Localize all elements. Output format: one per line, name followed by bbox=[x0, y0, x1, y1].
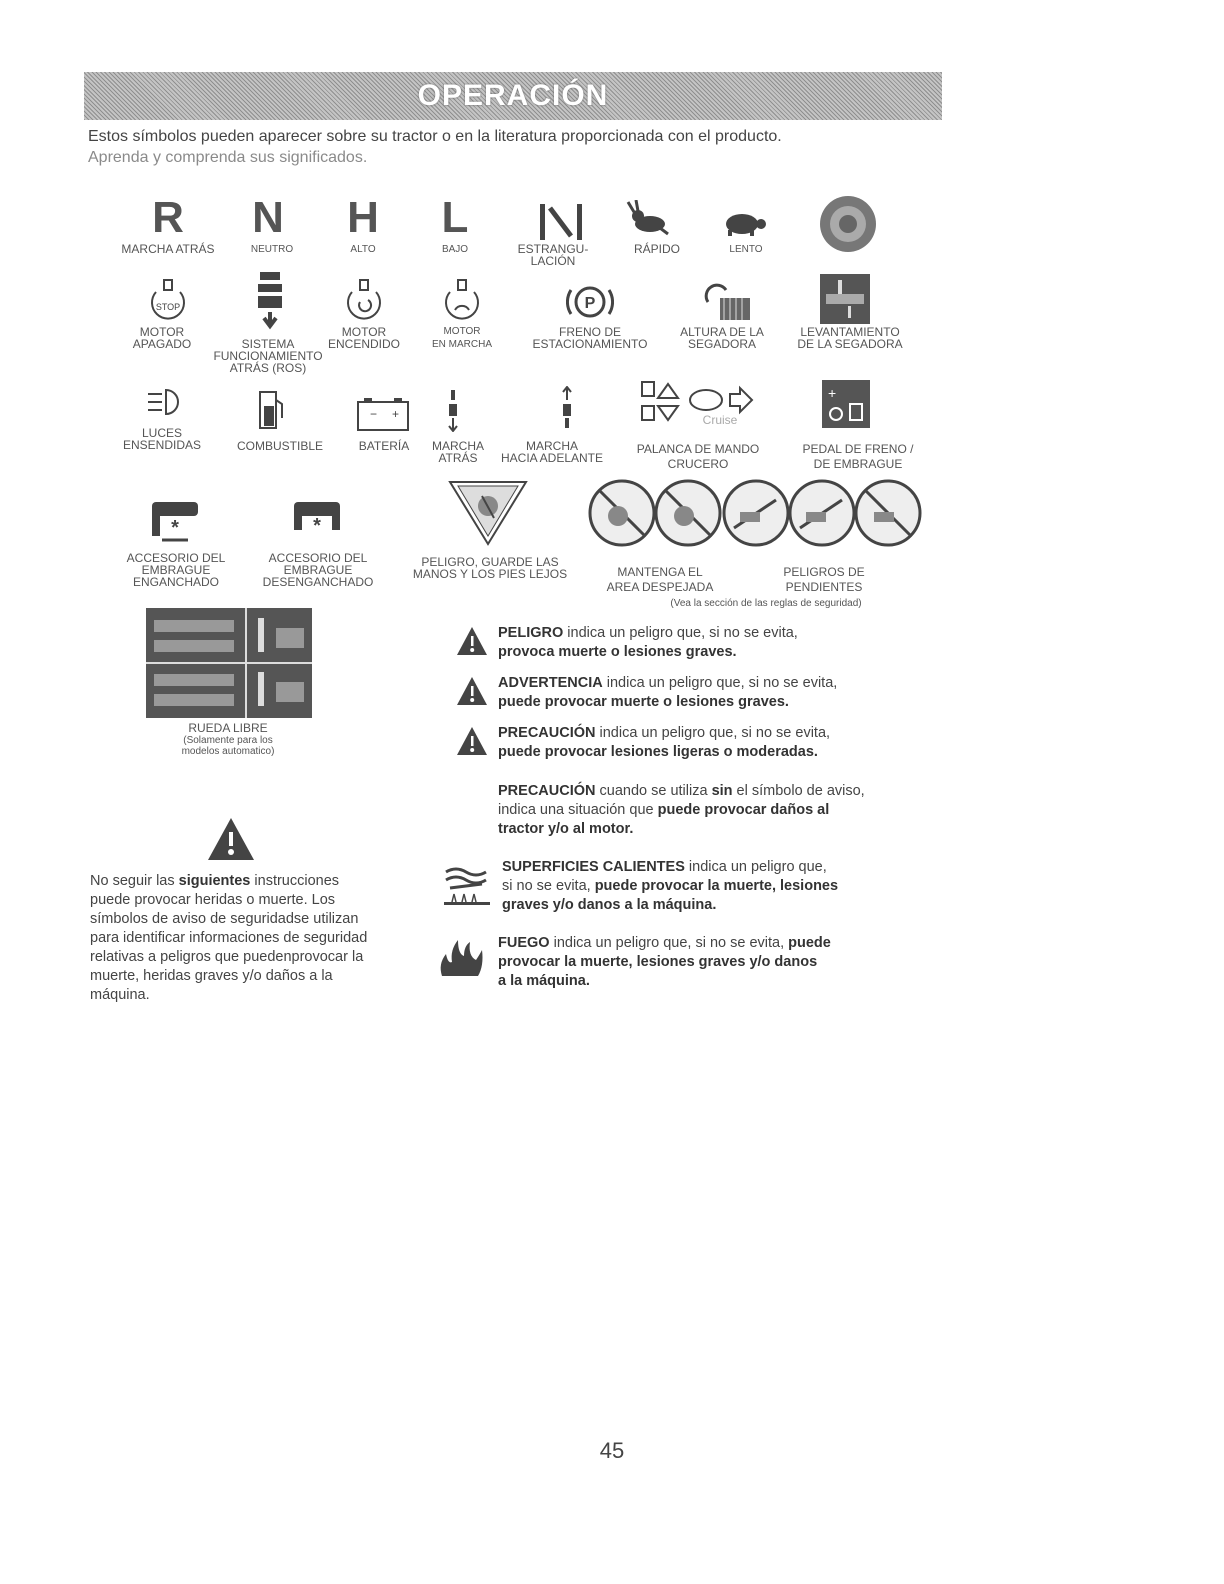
label-acc-des-1: ACCESORIO DEL bbox=[268, 551, 368, 565]
battery-icon bbox=[356, 396, 410, 432]
label-motor-apagado-2: APAGADO bbox=[132, 337, 192, 351]
svg-text:*: * bbox=[313, 515, 321, 537]
page-number: 45 bbox=[599, 1438, 625, 1463]
label-estrangulacion-1: ESTRANGU- bbox=[517, 242, 589, 256]
svg-text:−: − bbox=[370, 407, 378, 421]
label-lento: LENTO bbox=[729, 244, 763, 255]
label-freno-2: ESTACIONAMIENTO bbox=[532, 337, 648, 351]
label-bateria: BATERÍA bbox=[358, 439, 410, 453]
label-pedal-1: PEDAL DE FRENO / bbox=[802, 442, 914, 456]
advertencia-text: ADVERTENCIA indica un peligro que, si no se evita, puede provocar muerte o lesiones graves. bbox=[498, 675, 838, 710]
peligro-text: PELIGRO indica un peligro que, si no se evita, provoca muerte o lesiones graves. bbox=[498, 625, 798, 660]
label-motor-apagado-1: MOTOR bbox=[139, 325, 185, 339]
safety-alert-icon bbox=[206, 816, 256, 862]
danger-alert-icon bbox=[456, 626, 488, 656]
label-vea-seccion: (Vea la sección de las reglas de seguridad) bbox=[670, 598, 862, 609]
label-cruise: Cruise bbox=[702, 413, 738, 427]
label-altura-1: ALTURA DE LA bbox=[680, 325, 764, 339]
precaucion-text: PRECAUCIÓN indica un peligro que, si no se evita, puede provocar lesiones ligeras o moderadas. bbox=[498, 725, 831, 760]
precaucion-sin-simbolo-text: PRECAUCIÓN cuando se utiliza sin el símbolo de aviso, indica una situación que puede provocar daños al tractor y/o al motor. bbox=[498, 783, 865, 837]
mower-height-icon bbox=[700, 276, 756, 324]
label-mantenga-2: AREA DESPEJADA bbox=[606, 580, 714, 594]
label-motor-encendido-2: ENCENDIDO bbox=[327, 337, 401, 351]
label-marcha-adelante-1: MARCHA bbox=[525, 439, 579, 453]
label-sistema-2: FUNCIONAMIENTO bbox=[213, 349, 323, 363]
label-rueda-libre-3: modelos automatico) bbox=[181, 746, 275, 757]
reverse-gear-icon bbox=[446, 388, 460, 432]
label-palanca-2: CRUCERO bbox=[667, 457, 729, 471]
svg-text:STOP: STOP bbox=[155, 302, 181, 312]
label-peligro-manos-2: MANOS Y LOS PIES LEJOS bbox=[412, 567, 568, 581]
label-acc-eng-3: ENGANCHADO bbox=[132, 575, 220, 589]
forward-gear-icon bbox=[560, 386, 574, 430]
free-wheel-icon bbox=[146, 608, 312, 718]
label-motor-marcha-2: EN MARCHA bbox=[431, 339, 493, 350]
gear-h-symbol: H bbox=[347, 193, 379, 242]
ros-system-icon bbox=[252, 268, 288, 330]
brake-clutch-pedal-icon bbox=[822, 380, 870, 428]
label-acc-eng-1: ACCESORIO DEL bbox=[126, 551, 226, 565]
label-mantenga-1: MANTENGA EL bbox=[617, 565, 703, 579]
label-marcha-atras-2-2: ATRÁS bbox=[438, 451, 478, 465]
left-warning-paragraph: No seguir las siguientes instrucciones puede provocar heridas o muerte. Los símbolos de aviso de seguridadse utilizan para identificar informaciones de seguridad relativas a peligros que puedenprovocar la muerte, heridas graves y/o daños a la máquina. bbox=[90, 873, 368, 1003]
label-combustible: COMBUSTIBLE bbox=[236, 439, 324, 453]
parking-brake-icon bbox=[566, 278, 614, 326]
motor-off-icon bbox=[146, 278, 190, 324]
label-estrangulacion-2: LACIÓN bbox=[530, 254, 576, 268]
label-rapido: RÁPIDO bbox=[633, 242, 681, 256]
keep-area-clear-icons bbox=[588, 478, 924, 548]
label-levantamiento-1: LEVANTAMIENTO bbox=[800, 325, 900, 339]
svg-text:P: P bbox=[584, 295, 596, 312]
gear-r-symbol: R bbox=[152, 193, 184, 242]
superficies-calientes-text: SUPERFICIES CALIENTES indica un peligro que, si no se evita, puede provocar la muerte, lesiones graves y/o danos a la máquina. bbox=[502, 859, 839, 913]
motor-running-icon bbox=[440, 278, 484, 324]
turtle-icon bbox=[718, 210, 768, 236]
label-sistema-3: ATRÁS (ROS) bbox=[229, 361, 307, 375]
gear-l-symbol: L bbox=[441, 193, 469, 242]
label-luces-1: LUCES bbox=[141, 426, 183, 440]
label-altura-2: SEGADORA bbox=[687, 337, 757, 351]
svg-text:+: + bbox=[828, 385, 837, 401]
label-levantamiento-2: DE LA SEGADORA bbox=[797, 337, 903, 351]
rabbit-icon bbox=[626, 200, 672, 240]
choke-icon bbox=[536, 200, 586, 244]
gear-n-symbol: N bbox=[252, 193, 284, 242]
label-luces-2: ENSENDIDAS bbox=[122, 438, 202, 452]
label-neutro: NEUTRO bbox=[250, 244, 294, 255]
svg-text:+: + bbox=[392, 407, 400, 421]
motor-start-icon bbox=[342, 278, 386, 324]
fire-icon bbox=[436, 934, 486, 978]
label-marcha-atras: MARCHA ATRÁS bbox=[121, 242, 215, 256]
label-motor-marcha-1: MOTOR bbox=[443, 326, 481, 337]
headlights-icon bbox=[146, 384, 182, 420]
label-rueda-libre-2: (Solamente para los bbox=[183, 735, 273, 746]
section-title: OPERACIÓN bbox=[417, 79, 609, 112]
label-motor-encendido-1: MOTOR bbox=[341, 325, 387, 339]
intro-line-1: Estos símbolos pueden aparecer sobre su tractor o en la literatura proporcionada con el producto. bbox=[88, 128, 782, 145]
hot-surface-icon bbox=[442, 862, 492, 910]
label-acc-des-2: EMBRAGUE bbox=[283, 563, 353, 577]
label-palanca-1: PALANCA DE MANDO bbox=[636, 442, 760, 456]
fuego-text: FUEGO indica un peligro que, si no se evita, puede provocar la muerte, lesiones graves y/o danos a la máquina. bbox=[498, 935, 831, 989]
fuel-icon bbox=[256, 388, 284, 432]
label-acc-des-3: DESENGANCHADO bbox=[262, 575, 374, 589]
label-sistema-1: SISTEMA bbox=[241, 337, 295, 351]
label-pedal-2: DE EMBRAGUE bbox=[813, 457, 903, 471]
speed-dial-icon bbox=[818, 194, 878, 254]
label-bajo: BAJO bbox=[441, 244, 469, 255]
intro-line-2: Aprenda y comprenda sus significados. bbox=[88, 149, 368, 166]
caution-alert-icon bbox=[456, 726, 488, 756]
label-rueda-libre: RUEDA LIBRE bbox=[188, 721, 268, 735]
label-alto: ALTO bbox=[350, 244, 376, 255]
mower-lift-icon bbox=[820, 274, 870, 324]
label-acc-eng-2: EMBRAGUE bbox=[141, 563, 211, 577]
svg-text:*: * bbox=[171, 517, 179, 539]
label-pendientes-2: PENDIENTES bbox=[785, 580, 863, 594]
label-marcha-adelante-2: HACIA ADELANTE bbox=[500, 451, 604, 465]
label-pendientes-1: PELIGROS DE bbox=[783, 565, 865, 579]
hands-feet-danger-icon bbox=[448, 478, 528, 546]
label-freno-1: FRENO DE bbox=[558, 325, 622, 339]
attachment-clutch-disengaged-icon bbox=[290, 498, 344, 538]
label-peligro-manos-1: PELIGRO, GUARDE LAS bbox=[421, 555, 559, 569]
section-header bbox=[84, 72, 942, 120]
warning-alert-icon bbox=[456, 676, 488, 706]
intro-text bbox=[88, 126, 948, 168]
label-marcha-atras-2-1: MARCHA bbox=[431, 439, 485, 453]
attachment-clutch-engaged-icon bbox=[148, 498, 202, 544]
